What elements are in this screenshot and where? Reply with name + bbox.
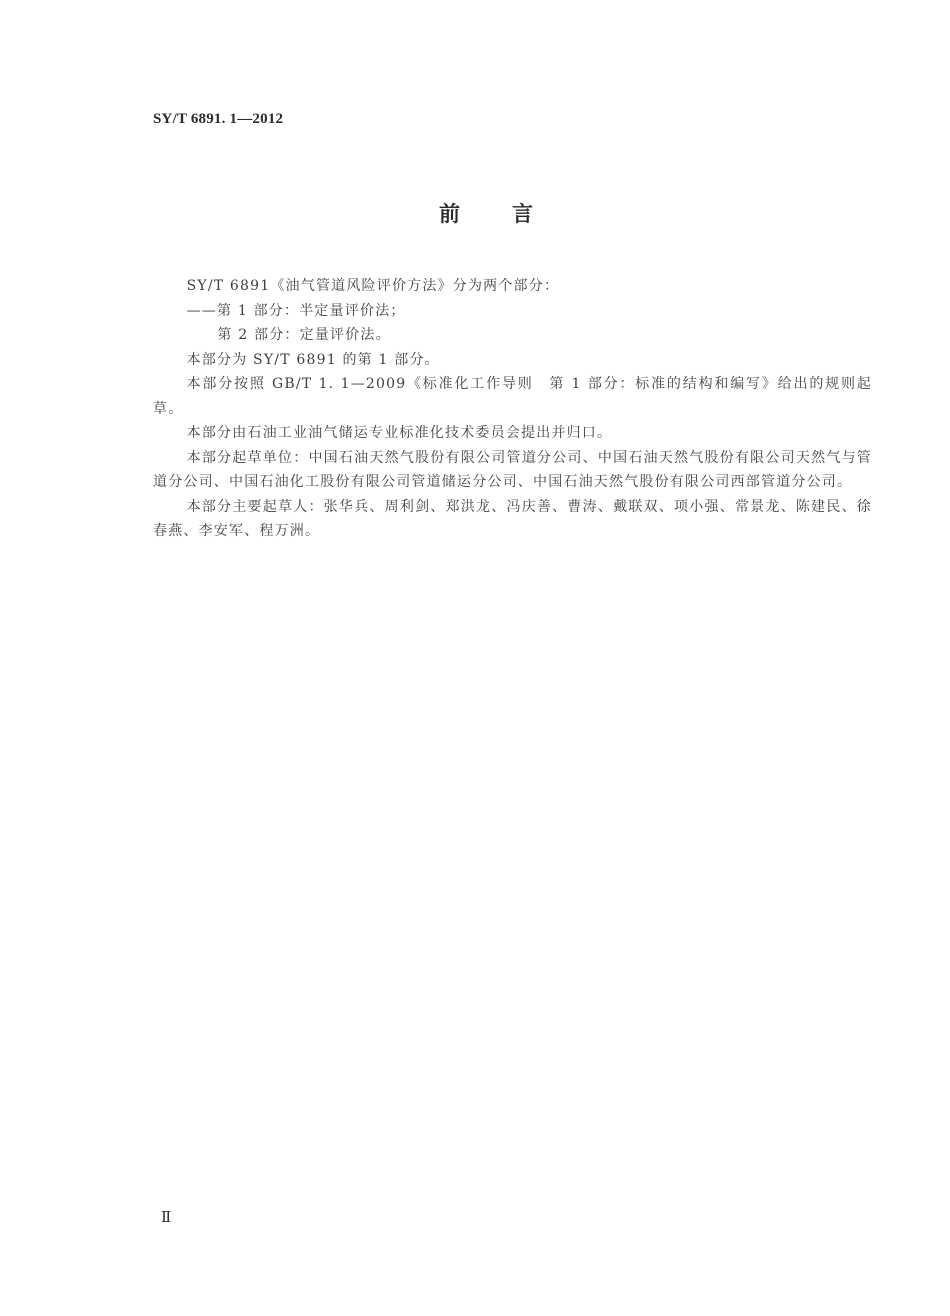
paragraph-drafting-units: 本部分起草单位：中国石油天然气股份有限公司管道分公司、中国石油天然气股份有限公司天然气与管道分公司、中国石油化工股份有限公司管道储运分公司、中国石油天然气股份有限公司西部管道分公司。 xyxy=(153,449,872,490)
paragraph-drafters: 本部分主要起草人：张华兵、周利剑、郑洪龙、冯庆善、曹涛、戴联双、项小强、常景龙、陈建民、徐春燕、李安军、程万洲。 xyxy=(153,498,872,539)
page-title: 前言 xyxy=(439,202,585,226)
list-item-part1: ——第 1 部分：半定量评价法； xyxy=(186,302,406,319)
foreword-body xyxy=(153,274,872,544)
paragraph-drafting-rules: 本部分按照 GB/T 1. 1—2009《标准化工作导则 第 1 部分：标准的结构和编写》给出的规则起草。 xyxy=(153,376,872,417)
paragraph-proposer: 本部分由石油工业油气储运专业标准化技术委员会提出并归口。 xyxy=(186,425,613,441)
paragraph-structure: SY/T 6891《油气管道风险评价方法》分为两个部分： xyxy=(186,278,560,294)
page-number: Ⅱ xyxy=(161,1210,172,1226)
standard-code: SY/T 6891. 1—2012 xyxy=(153,111,284,127)
paragraph-part-statement: 本部分为 SY/T 6891 的第 1 部分。 xyxy=(186,351,440,368)
list-item-part2: 第 2 部分：定量评价法。 xyxy=(217,327,391,343)
